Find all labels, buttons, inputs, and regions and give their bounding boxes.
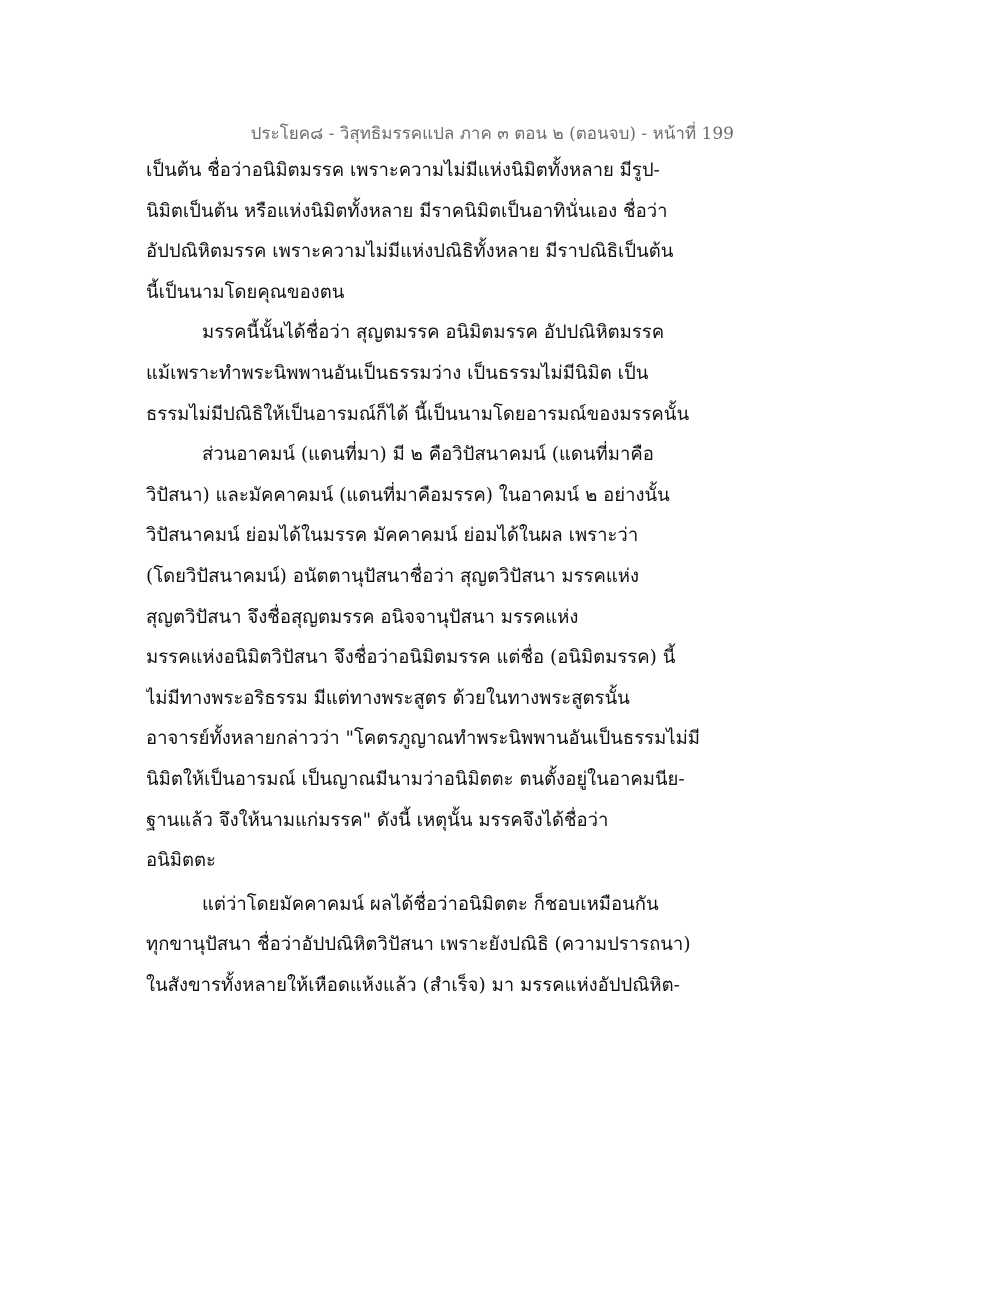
text-line: เป็นต้น ชื่อว่าอนิมิตมรรค เพราะความไม่มีแห่งนิมิตทั้งหลาย มีรูป-	[146, 160, 660, 181]
text-line: นิมิตเป็นต้น หรือแห่งนิมิตทั้งหลาย มีราคนิมิตเป็นอาทินั่นเอง ชื่อว่า	[146, 200, 668, 222]
text-line: นี้เป็นนามโดยคุณของตน	[146, 281, 345, 303]
text-line-indented: มรรคนี้นั้นได้ชื่อว่า สุญตมรรค อนิมิตมรรค อัปปณิหิตมรรค	[202, 322, 665, 344]
text-line: มรรคแห่งอนิมิตวิปัสนา จึงชื่อว่าอนิมิตมรรค แต่ชื่อ (อนิมิตมรรค) นี้	[146, 647, 676, 669]
text-line: อาจารย์ทั้งหลายกล่าวว่า "โคตรภูญาณทำพระนิพพานอันเป็นธรรมไม่มี	[146, 728, 700, 750]
text-line: ไม่มีทางพระอริธรรม มีแต่ทางพระสูตร ด้วยในทางพระสูตรนั้น	[146, 687, 630, 709]
text-line-indented: แต่ว่าโดยมัคคาคมน์ ผลได้ชื่อว่าอนิมิตตะ ก็ชอบเหมือนกัน	[202, 893, 659, 915]
text-line: ธรรมไม่มีปณิธิให้เป็นอารมณ์ก็ได้ นี้เป็นนามโดยอารมณ์ของมรรคนั้น	[146, 403, 690, 425]
text-line: ในสังขารทั้งหลายให้เหือดแห้งแล้ว (สำเร็จ) มา มรรคแห่งอัปปณิหิต-	[146, 974, 680, 996]
text-line: แม้เพราะทำพระนิพพานอันเป็นธรรมว่าง เป็นธรรมไม่มีนิมิต เป็น	[146, 362, 649, 384]
text-line: วิปัสนาคมน์ ย่อมได้ในมรรค มัคคาคมน์ ย่อมได้ในผล เพราะว่า	[146, 525, 639, 547]
text-line: ฐานแล้ว จึงให้นามแก่มรรค" ดังนี้ เหตุนั้น มรรคจึงได้ชื่อว่า	[146, 809, 609, 831]
text-line: (โดยวิปัสนาคมน์) อนัตตานุปัสนาชื่อว่า สุญตวิปัสนา มรรคแห่ง	[146, 565, 639, 587]
body-text	[146, 151, 716, 1006]
text-line: อัปปณิหิตมรรค เพราะความไม่มีแห่งปณิธิทั้งหลาย มีราปณิธิเป็นต้น	[146, 241, 674, 263]
text-line: ทุกขานุปัสนา ชื่อว่าอัปปณิหิตวิปัสนา เพราะยังปณิธิ (ความปรารถนา)	[146, 934, 691, 956]
running-header: ประโยค๘ - วิสุทธิมรรคแปล ภาค ๓ ตอน ๒ (ตอนจบ) - หน้าที่ 199	[250, 124, 734, 144]
text-line: นิมิตให้เป็นอารมณ์ เป็นญาณมีนามว่าอนิมิตตะ ตนตั้งอยู่ในอาคมนีย-	[146, 768, 685, 790]
text-line-indented: ส่วนอาคมน์ (แดนที่มา) มี ๒ คือวิปัสนาคมน์ (แดนที่มาคือ	[202, 444, 654, 466]
text-line: สุญตวิปัสนา จึงชื่อสุญตมรรค อนิจจานุปัสนา มรรคแห่ง	[146, 606, 579, 628]
text-line: วิปัสนา) และมัคคาคมน์ (แดนที่มาคือมรรค) ในอาคมน์ ๒ อย่างนั้น	[146, 484, 670, 506]
text-line: อนิมิตตะ	[146, 850, 216, 872]
